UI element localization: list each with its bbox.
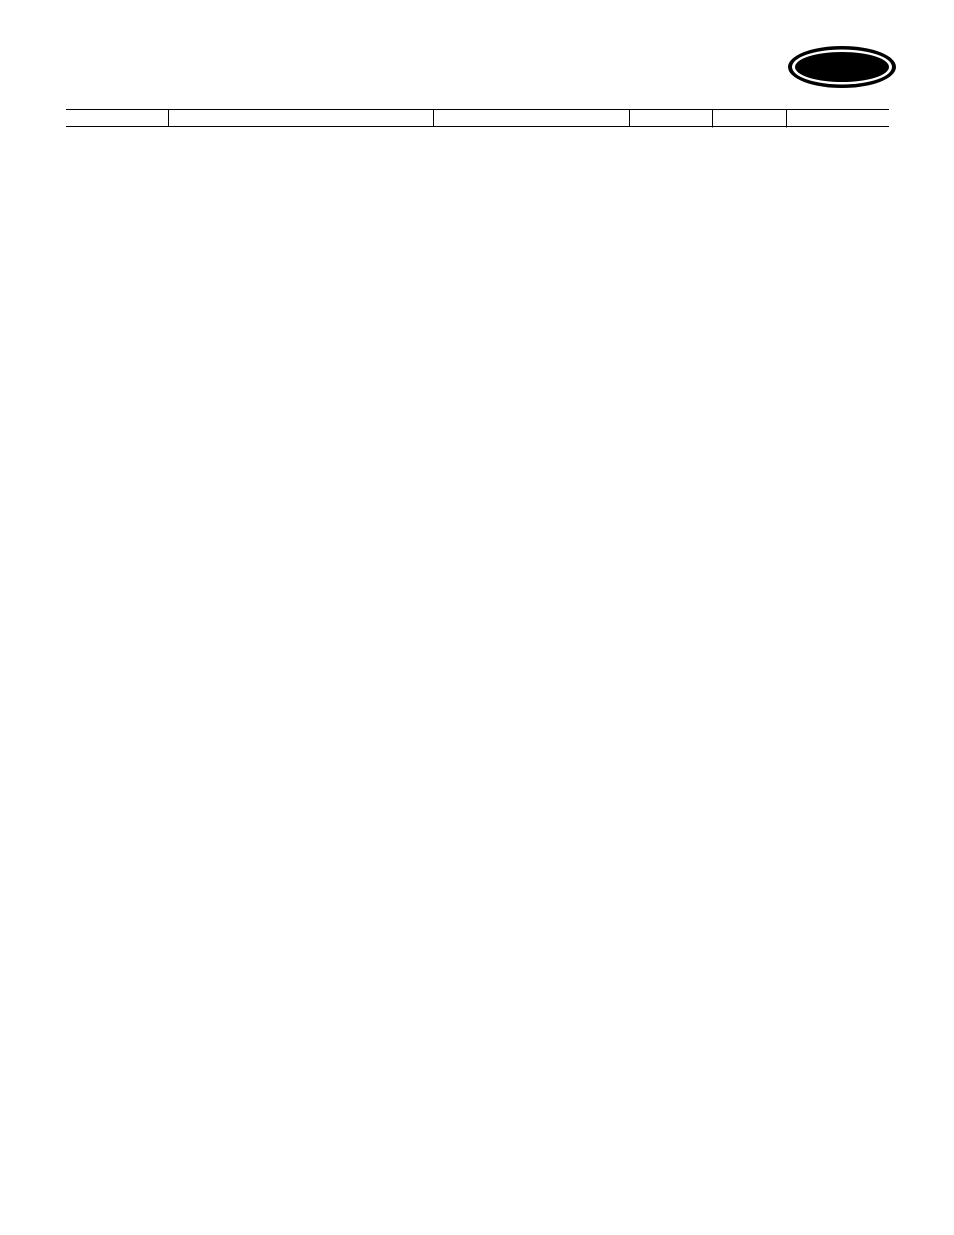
carrier-logo [786,44,902,92]
airflow-header [629,110,712,127]
water-flow-header [712,110,786,127]
unit-header [66,110,168,127]
pressure-drop-header [786,110,889,127]
cooling-header [168,110,433,127]
capacity-ratings-table [66,109,889,127]
heating-header [433,110,629,127]
